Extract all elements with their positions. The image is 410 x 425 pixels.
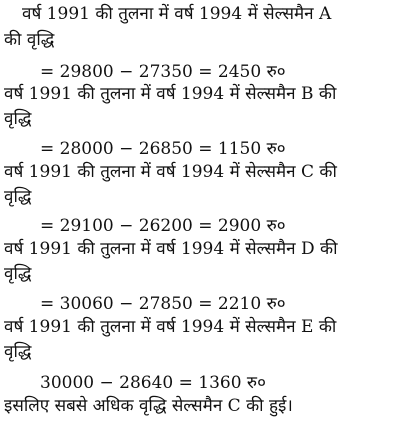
text-line-salesman-e-heading-cont: वृद्धि (4, 342, 32, 362)
calc-line-salesman-a: = 29800 − 27350 = 2450 रु० (40, 62, 286, 82)
calc-line-salesman-d: = 30060 − 27850 = 2210 रु० (40, 294, 286, 314)
conclusion-line: इसलिए सबसे अधिक वृद्धि सेल्समैन C की हुई। (4, 396, 293, 416)
calc-line-salesman-e: 30000 − 28640 = 1360 रु० (40, 373, 266, 393)
calc-line-salesman-b: = 28000 − 26850 = 1150 रु० (40, 139, 286, 159)
text-line-salesman-b-heading-cont: वृद्धि (4, 109, 32, 129)
text-line-salesman-b-heading: वर्ष 1991 की तुलना में वर्ष 1994 में सेल्समैन B की (4, 84, 337, 104)
calc-line-salesman-c: = 29100 − 26200 = 2900 रु० (40, 216, 286, 236)
text-line-salesman-c-heading-cont: वृद्धि (4, 187, 32, 207)
text-line-salesman-d-heading-cont: वृद्धि (4, 264, 32, 284)
text-line-salesman-a-heading-cont: की वृद्धि (4, 30, 55, 50)
text-line-salesman-c-heading: वर्ष 1991 की तुलना में वर्ष 1994 में सेल्समैन C की (4, 162, 337, 182)
text-line-salesman-d-heading: वर्ष 1991 की तुलना में वर्ष 1994 में सेल्समैन D की (4, 239, 338, 259)
text-line-salesman-e-heading: वर्ष 1991 की तुलना में वर्ष 1994 में सेल्समैन E की (4, 317, 337, 337)
text-line-salesman-a-heading: वर्ष 1991 की तुलना में वर्ष 1994 में सेल्समैन A (22, 4, 332, 24)
